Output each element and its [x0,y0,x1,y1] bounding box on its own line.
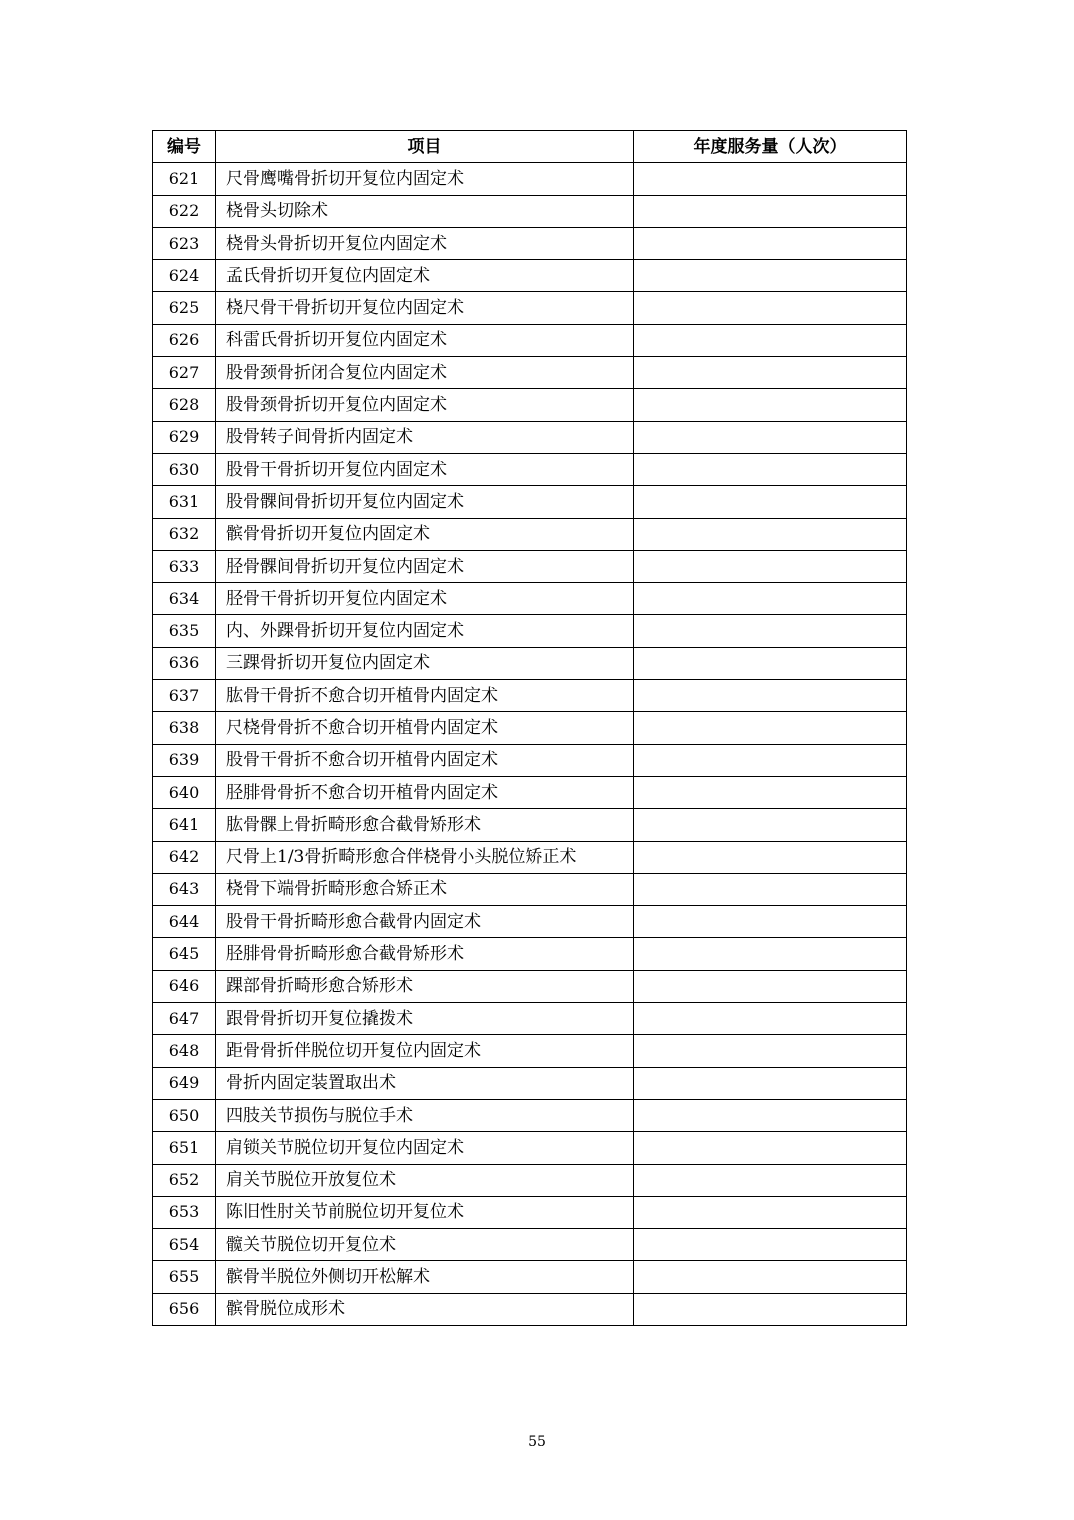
row-annual-volume-cell [634,260,907,292]
row-annual-volume-cell [634,1229,907,1261]
row-annual-volume-cell [634,389,907,421]
service-items-table [152,130,907,1326]
row-item-cell: 肱骨干骨折不愈合切开植骨内固定术 [216,680,634,712]
row-item-cell: 股骨髁间骨折切开复位内固定术 [216,486,634,518]
row-number-cell: 627 [153,357,216,389]
row-number-cell: 644 [153,906,216,938]
row-annual-volume-cell [634,873,907,905]
row-number-cell: 629 [153,421,216,453]
row-number-cell: 655 [153,1261,216,1293]
header-number: 编号 [153,131,216,163]
row-number-cell: 635 [153,615,216,647]
table-row [153,518,907,550]
row-item-cell: 胫骨髁间骨折切开复位内固定术 [216,550,634,582]
table-row [153,1099,907,1131]
row-annual-volume-cell [634,1067,907,1099]
row-annual-volume-cell [634,163,907,195]
row-item-cell: 内、外踝骨折切开复位内固定术 [216,615,634,647]
row-annual-volume-cell [634,518,907,550]
row-item-cell: 股骨颈骨折切开复位内固定术 [216,389,634,421]
row-item-cell: 肩关节脱位开放复位术 [216,1164,634,1196]
row-number-cell: 647 [153,1003,216,1035]
row-number-cell: 633 [153,550,216,582]
row-annual-volume-cell [634,841,907,873]
row-item-cell: 桡骨头切除术 [216,195,634,227]
row-number-cell: 648 [153,1035,216,1067]
row-number-cell: 642 [153,841,216,873]
row-annual-volume-cell [634,970,907,1002]
row-number-cell: 636 [153,647,216,679]
table-row [153,1261,907,1293]
table-header-row [153,131,907,163]
table-row [153,1196,907,1228]
table-row [153,453,907,485]
row-item-cell: 股骨颈骨折闭合复位内固定术 [216,357,634,389]
table-row [153,1132,907,1164]
row-annual-volume-cell [634,421,907,453]
row-number-cell: 649 [153,1067,216,1099]
row-number-cell: 624 [153,260,216,292]
row-annual-volume-cell [634,583,907,615]
row-item-cell: 桡尺骨干骨折切开复位内固定术 [216,292,634,324]
row-annual-volume-cell [634,453,907,485]
row-annual-volume-cell [634,195,907,227]
row-annual-volume-cell [634,1261,907,1293]
row-annual-volume-cell [634,292,907,324]
row-item-cell: 距骨骨折伴脱位切开复位内固定术 [216,1035,634,1067]
table-row [153,550,907,582]
row-annual-volume-cell [634,938,907,970]
row-number-cell: 626 [153,324,216,356]
table-row [153,873,907,905]
header-item: 项目 [216,131,634,163]
row-annual-volume-cell [634,906,907,938]
row-annual-volume-cell [634,647,907,679]
row-item-cell: 陈旧性肘关节前脱位切开复位术 [216,1196,634,1228]
table-row [153,680,907,712]
row-item-cell: 肩锁关节脱位切开复位内固定术 [216,1132,634,1164]
table-row [153,970,907,1002]
table-row [153,389,907,421]
row-number-cell: 628 [153,389,216,421]
row-item-cell: 骨折内固定装置取出术 [216,1067,634,1099]
table-row [153,938,907,970]
table-row [153,227,907,259]
table-row [153,195,907,227]
row-annual-volume-cell [634,1035,907,1067]
table-row [153,744,907,776]
table-row [153,421,907,453]
row-item-cell: 桡骨下端骨折畸形愈合矫正术 [216,873,634,905]
row-item-cell: 髌骨骨折切开复位内固定术 [216,518,634,550]
row-item-cell: 尺骨上1/3骨折畸形愈合伴桡骨小头脱位矫正术 [216,841,634,873]
row-annual-volume-cell [634,744,907,776]
row-annual-volume-cell [634,1196,907,1228]
row-item-cell: 股骨干骨折切开复位内固定术 [216,453,634,485]
row-item-cell: 跟骨骨折切开复位撬拨术 [216,1003,634,1035]
row-number-cell: 625 [153,292,216,324]
row-number-cell: 622 [153,195,216,227]
row-item-cell: 尺桡骨骨折不愈合切开植骨内固定术 [216,712,634,744]
table-row [153,906,907,938]
row-number-cell: 652 [153,1164,216,1196]
table-row [153,1164,907,1196]
row-number-cell: 650 [153,1099,216,1131]
row-annual-volume-cell [634,1099,907,1131]
row-item-cell: 尺骨鹰嘴骨折切开复位内固定术 [216,163,634,195]
row-item-cell: 胫腓骨骨折不愈合切开植骨内固定术 [216,776,634,808]
page-number: 55 [528,1434,546,1450]
row-number-cell: 641 [153,809,216,841]
table-row [153,776,907,808]
row-annual-volume-cell [634,680,907,712]
row-number-cell: 640 [153,776,216,808]
row-number-cell: 632 [153,518,216,550]
row-annual-volume-cell [634,809,907,841]
table-row [153,1067,907,1099]
table-row [153,1293,907,1325]
row-item-cell: 胫腓骨骨折畸形愈合截骨矫形术 [216,938,634,970]
table-row [153,583,907,615]
row-annual-volume-cell [634,776,907,808]
row-annual-volume-cell [634,550,907,582]
table-row [153,260,907,292]
row-item-cell: 桡骨头骨折切开复位内固定术 [216,227,634,259]
row-number-cell: 638 [153,712,216,744]
table-row [153,1035,907,1067]
row-item-cell: 股骨转子间骨折内固定术 [216,421,634,453]
row-number-cell: 651 [153,1132,216,1164]
row-annual-volume-cell [634,1164,907,1196]
row-item-cell: 股骨干骨折畸形愈合截骨内固定术 [216,906,634,938]
table-row [153,809,907,841]
table-row [153,357,907,389]
row-number-cell: 630 [153,453,216,485]
table-row [153,1003,907,1035]
row-number-cell: 639 [153,744,216,776]
row-item-cell: 髋关节脱位切开复位术 [216,1229,634,1261]
table-row [153,712,907,744]
row-number-cell: 645 [153,938,216,970]
table-row [153,324,907,356]
row-number-cell: 656 [153,1293,216,1325]
row-number-cell: 643 [153,873,216,905]
row-number-cell: 646 [153,970,216,1002]
table-row [153,615,907,647]
table-row [153,647,907,679]
row-number-cell: 623 [153,227,216,259]
row-item-cell: 股骨干骨折不愈合切开植骨内固定术 [216,744,634,776]
row-item-cell: 胫骨干骨折切开复位内固定术 [216,583,634,615]
row-item-cell: 孟氏骨折切开复位内固定术 [216,260,634,292]
row-number-cell: 653 [153,1196,216,1228]
table-row [153,1229,907,1261]
row-annual-volume-cell [634,712,907,744]
row-annual-volume-cell [634,227,907,259]
table-row [153,841,907,873]
row-number-cell: 637 [153,680,216,712]
row-annual-volume-cell [634,357,907,389]
row-annual-volume-cell [634,1293,907,1325]
row-annual-volume-cell [634,1132,907,1164]
row-item-cell: 踝部骨折畸形愈合矫形术 [216,970,634,1002]
row-annual-volume-cell [634,1003,907,1035]
row-item-cell: 三踝骨折切开复位内固定术 [216,647,634,679]
table-row [153,292,907,324]
row-annual-volume-cell [634,486,907,518]
row-annual-volume-cell [634,324,907,356]
row-item-cell: 四肢关节损伤与脱位手术 [216,1099,634,1131]
row-item-cell: 髌骨脱位成形术 [216,1293,634,1325]
row-item-cell: 科雷氏骨折切开复位内固定术 [216,324,634,356]
table-row [153,163,907,195]
row-number-cell: 631 [153,486,216,518]
row-number-cell: 654 [153,1229,216,1261]
row-item-cell: 肱骨髁上骨折畸形愈合截骨矫形术 [216,809,634,841]
table-body [153,163,907,1326]
row-number-cell: 621 [153,163,216,195]
row-number-cell: 634 [153,583,216,615]
row-item-cell: 髌骨半脱位外侧切开松解术 [216,1261,634,1293]
row-annual-volume-cell [634,615,907,647]
header-annual-volume: 年度服务量（人次） [634,131,907,163]
table-row [153,486,907,518]
